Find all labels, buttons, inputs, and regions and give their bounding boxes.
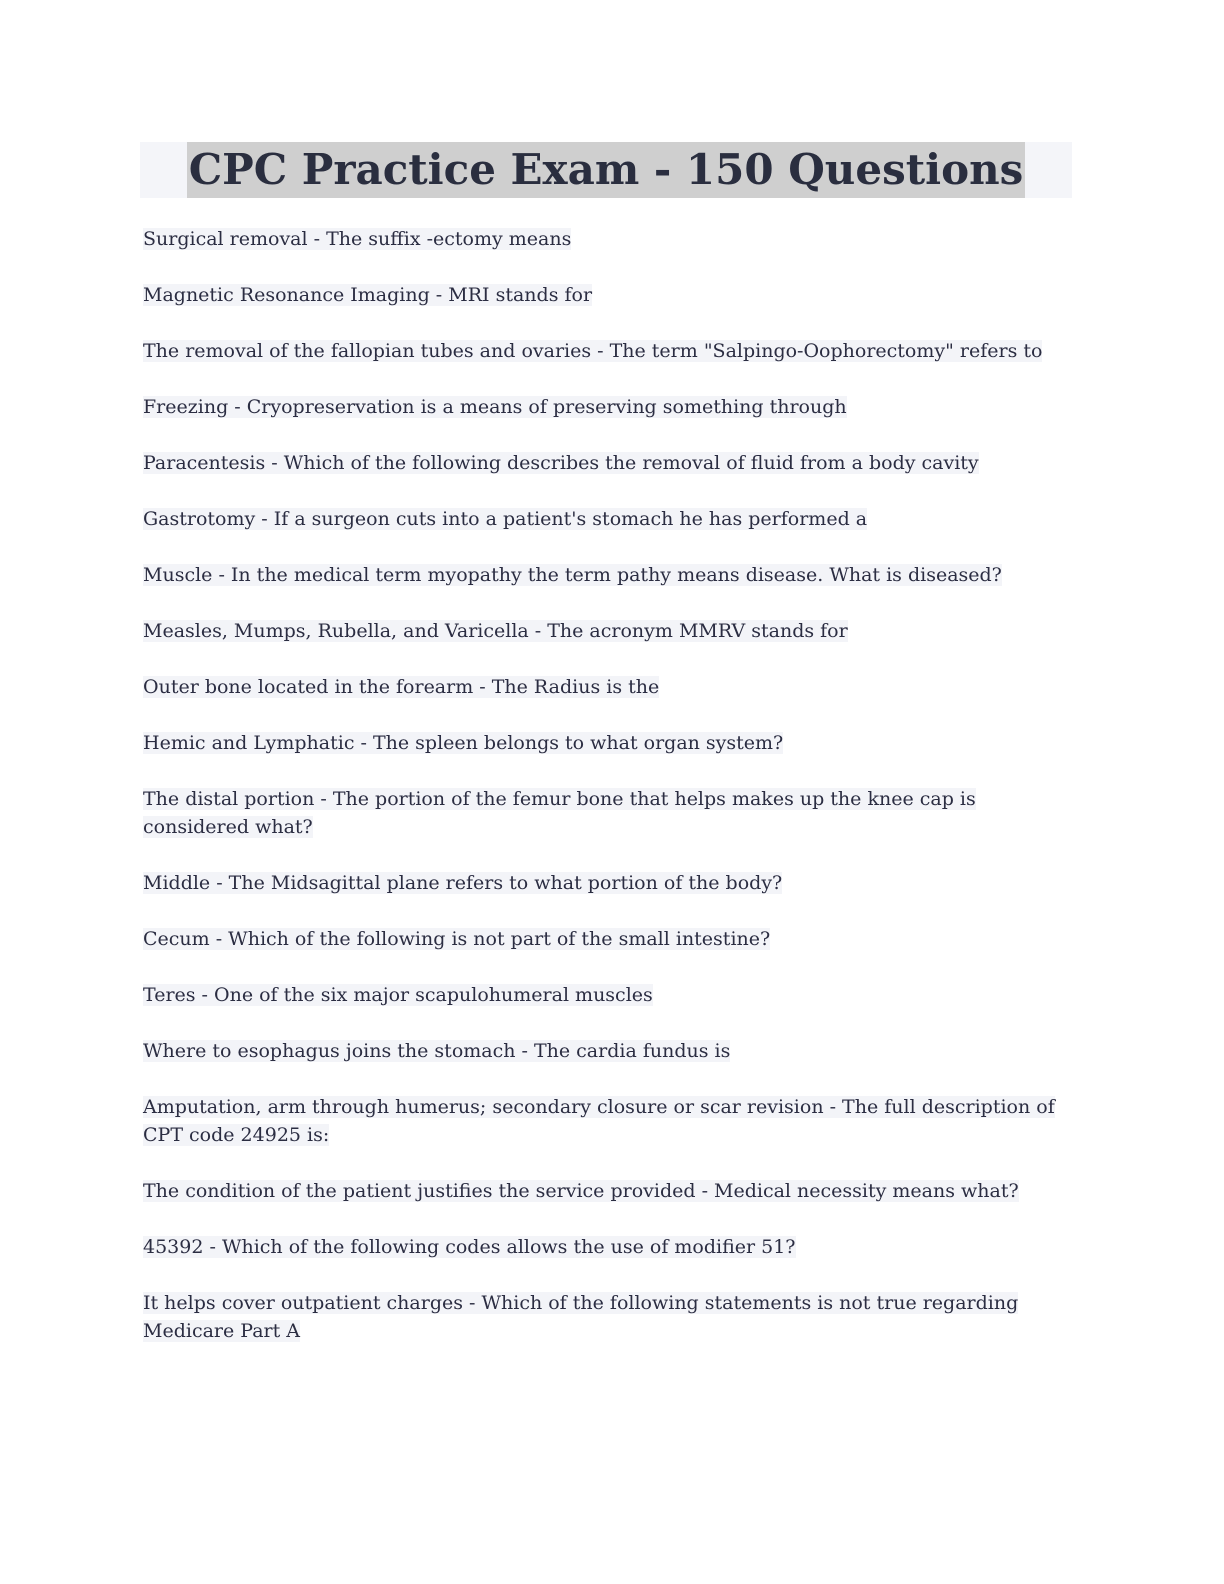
title-band (140, 142, 1072, 198)
qa-item: The condition of the patient justifies the service provided - Medical necessity means what? (143, 1180, 1019, 1202)
qa-item: Magnetic Resonance Imaging - MRI stands for (143, 284, 593, 306)
qa-item: Paracentesis - Which of the following describes the removal of fluid from a body cavity (143, 452, 979, 474)
qa-item: Cecum - Which of the following is not part of the small intestine? (143, 928, 771, 950)
qa-item: Outer bone located in the forearm - The Radius is the (143, 676, 660, 698)
qa-list (143, 225, 1068, 1373)
qa-item: It helps cover outpatient charges - Which of the following statements is not true regarding Medicare Part A (143, 1292, 1019, 1342)
qa-item: The removal of the fallopian tubes and ovaries - The term "Salpingo-Oophorectomy" refers to (143, 340, 1043, 362)
qa-item: Amputation, arm through humerus; secondary closure or scar revision - The full description of CPT code 24925 is: (143, 1096, 1055, 1146)
document-title: CPC Practice Exam - 150 Questions (187, 142, 1026, 198)
qa-item: Surgical removal - The suffix -ectomy means (143, 228, 572, 250)
qa-item: Teres - One of the six major scapulohumeral muscles (143, 984, 653, 1006)
qa-item: Measles, Mumps, Rubella, and Varicella - The acronym MMRV stands for (143, 620, 848, 642)
qa-item: Gastrotomy - If a surgeon cuts into a patient's stomach he has performed a (143, 508, 868, 530)
qa-item: Hemic and Lymphatic - The spleen belongs to what organ system? (143, 732, 784, 754)
qa-item: Muscle - In the medical term myopathy the term pathy means disease. What is diseased? (143, 564, 1002, 586)
qa-item: Where to esophagus joins the stomach - The cardia fundus is (143, 1040, 731, 1062)
qa-item: Middle - The Midsagittal plane refers to what portion of the body? (143, 872, 783, 894)
qa-item: 45392 - Which of the following codes allows the use of modifier 51? (143, 1236, 796, 1258)
qa-item: The distal portion - The portion of the femur bone that helps makes up the knee cap is considered what? (143, 788, 976, 838)
qa-item: Freezing - Cryopreservation is a means of preserving something through (143, 396, 847, 418)
